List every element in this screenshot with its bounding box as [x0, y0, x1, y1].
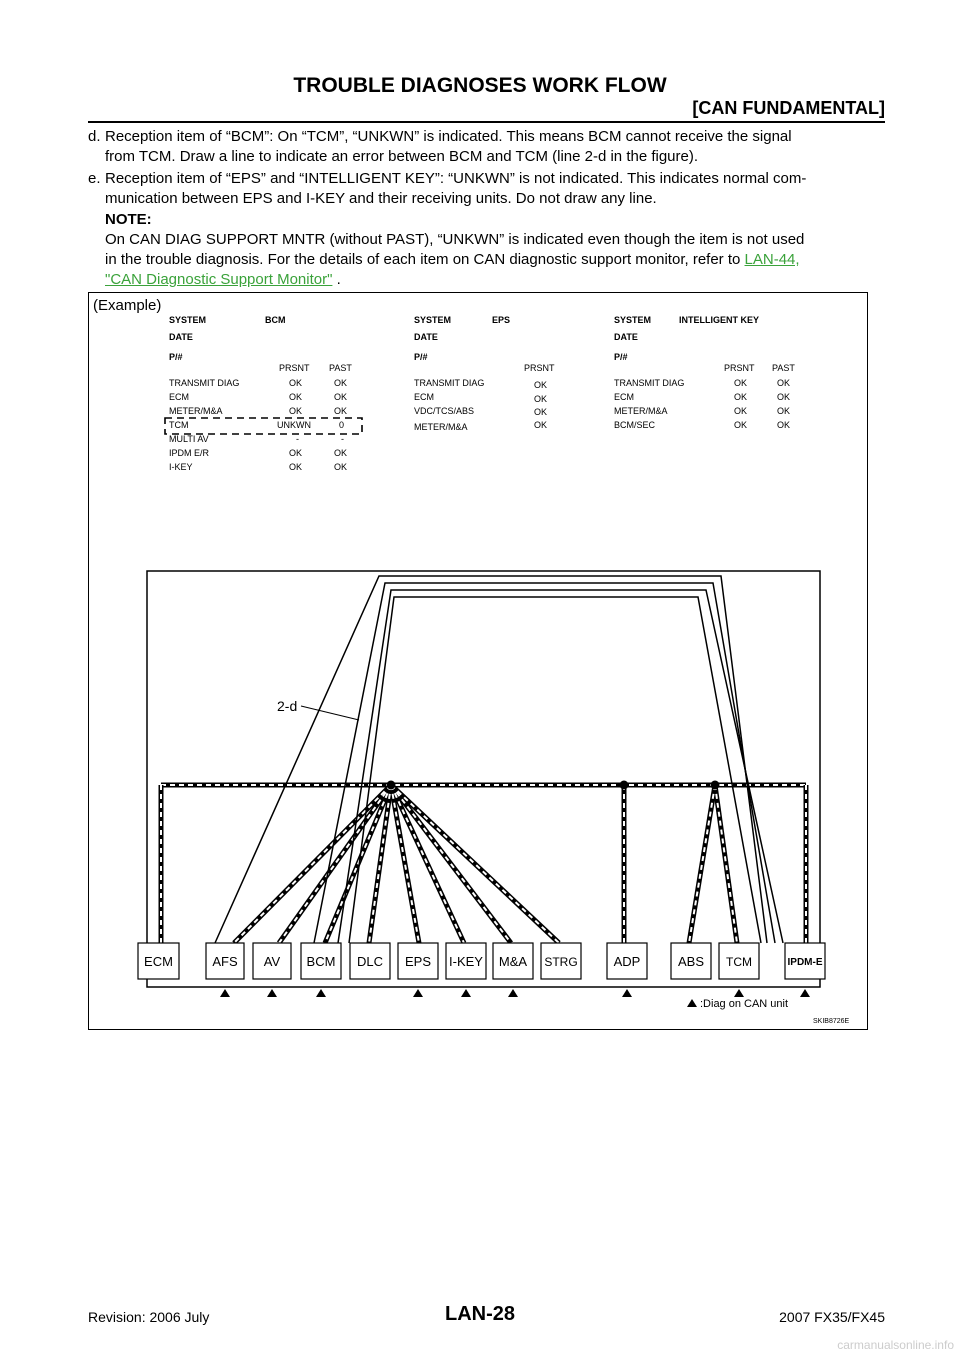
can-junction [620, 781, 628, 789]
row-name: TRANSMIT DIAG [414, 378, 485, 388]
panel-system-value: BCM [265, 315, 286, 325]
row-value: OK [777, 406, 791, 416]
panel-p-label: P/# [614, 352, 628, 362]
panel-col-past: PAST [772, 363, 795, 373]
vehicle-outline [147, 571, 820, 987]
can-fan-abs-tcm-group [689, 785, 737, 943]
row-value: OK [777, 378, 791, 388]
panel-system-value: INTELLIGENT KEY [679, 315, 760, 325]
row-value: - [341, 434, 344, 444]
diag-triangle-icon [800, 989, 810, 997]
row-value: OK [534, 407, 548, 417]
diag-legend-text: :Diag on CAN unit [700, 998, 789, 1010]
paragraph-label: e. [88, 170, 101, 187]
unit-label: IPDM-E [787, 957, 823, 968]
paragraph-line: Reception item of “BCM”: On “TCM”, “UNKWN” is indicated. This means BCM cannot receive the signal [105, 128, 792, 145]
diag-triangle-icon [316, 989, 326, 997]
row-value: OK [289, 392, 303, 402]
row-value: OK [334, 448, 348, 458]
row-value: UNKWN [277, 420, 311, 430]
row-value: OK [334, 462, 348, 472]
row-value: 0 [339, 420, 345, 430]
unit-boxes [138, 943, 825, 979]
diag-triangle-icon [461, 989, 471, 997]
row-value: OK [334, 378, 348, 388]
row-value: OK [334, 392, 348, 402]
panel-system-value: EPS [492, 315, 511, 325]
paragraph-e [88, 169, 888, 209]
row-name: TRANSMIT DIAG [614, 378, 685, 388]
can-diagnostic-support-monitor-link[interactable]: "CAN Diagnostic Support Monitor" [105, 271, 333, 288]
paragraph-label: d. [88, 128, 101, 145]
panel-date-label: DATE [614, 332, 638, 342]
row-name: IPDM E/R [169, 448, 210, 458]
panel-eps [414, 315, 555, 432]
paragraph-line: munication between EPS and I-KEY and their receiving units. Do not draw any line. [105, 190, 657, 207]
unit-label: BCM [306, 954, 336, 969]
panel-intelligent-key [614, 315, 795, 430]
row-name: ECM [414, 392, 434, 402]
line-2d-leader [301, 706, 359, 720]
panel-p-label: P/# [414, 352, 428, 362]
row-name: METER/M&A [614, 406, 668, 416]
row-value: OK [534, 394, 548, 404]
panel-bcm [165, 315, 362, 472]
row-value: OK [734, 378, 748, 388]
diag-triangle-icon [622, 989, 632, 997]
row-name: METER/M&A [169, 406, 223, 416]
unit-label: EPS [404, 954, 432, 969]
panel-col-past: PAST [329, 363, 352, 373]
can-diagnosis-figure [88, 292, 868, 1030]
row-value: OK [534, 420, 548, 430]
unit-label: STRG [544, 955, 578, 969]
panel-rows [169, 378, 347, 472]
diag-triangle-icon [413, 989, 423, 997]
panel-system-label: SYSTEM [169, 315, 207, 325]
note-heading: NOTE: [105, 211, 152, 228]
row-value: OK [534, 380, 548, 390]
note-line: On CAN DIAG SUPPORT MNTR (without PAST), “UNKWN” is indicated even though the item is not used [105, 231, 805, 248]
panel-date-label: DATE [414, 332, 438, 342]
panel-system-label: SYSTEM [614, 315, 652, 325]
row-value: OK [289, 448, 303, 458]
footer-revision: Revision: 2006 July [88, 1309, 210, 1325]
diag-triangle-icon [220, 989, 230, 997]
row-value: OK [734, 406, 748, 416]
watermark: carmanualsonline.info [837, 1338, 954, 1352]
note-block [105, 210, 888, 290]
row-value: OK [734, 420, 748, 430]
can-diagram [89, 293, 869, 1031]
row-value: OK [734, 392, 748, 402]
diag-triangle-icon [734, 989, 744, 997]
row-name: BCM/SEC [614, 420, 656, 430]
footer-model: 2007 FX35/FX45 [779, 1309, 885, 1325]
unit-label: AV [263, 954, 281, 969]
row-name: TRANSMIT DIAG [169, 378, 240, 388]
paragraph-d [88, 127, 888, 167]
note-line: in the trouble diagnosis. For the details of each item on CAN diagnostic support monitor, refer to [105, 251, 741, 268]
row-value: OK [289, 462, 303, 472]
row-name: ECM [614, 392, 634, 402]
paragraph-line: from TCM. Draw a line to indicate an error between BCM and TCM (line 2-d in the figure). [105, 148, 699, 165]
panel-col-prsnt: PRSNT [524, 363, 555, 373]
panel-p-label: P/# [169, 352, 183, 362]
lan-44-link[interactable]: LAN-44, [744, 251, 800, 268]
line-2d-label: 2-d [277, 698, 298, 714]
figure-code: SKIB8726E [813, 1018, 850, 1025]
can-bus-diagram [147, 571, 820, 987]
page-title: TROUBLE DIAGNOSES WORK FLOW [293, 74, 667, 97]
diag-triangle-icon [508, 989, 518, 997]
section-title: [CAN FUNDAMENTAL] [692, 98, 885, 118]
row-name: MULTI AV [169, 434, 209, 444]
footer-page-number: LAN-28 [444, 1303, 515, 1325]
row-name: ECM [169, 392, 189, 402]
can-junction [387, 781, 395, 789]
can-fan-bcm-group [234, 785, 559, 943]
error-highlight-box [165, 418, 362, 434]
diag-legend-triangle-icon [687, 999, 697, 1007]
panel-date-label: DATE [169, 332, 193, 342]
paragraph-line: Reception item of “EPS” and “INTELLIGENT KEY”: “UNKWN” is not indicated. This indicates normal com- [105, 170, 807, 187]
unit-label: ABS [677, 954, 705, 969]
panel-col-prsnt: PRSNT [279, 363, 310, 373]
row-value: - [296, 434, 299, 444]
row-value: OK [334, 406, 348, 416]
unit-label: AFS [212, 954, 238, 969]
unit-label: I-KEY [449, 954, 483, 969]
unit-label: M&A [498, 954, 528, 969]
unit-label: TCM [726, 955, 752, 969]
row-name: I-KEY [169, 462, 193, 472]
row-name: TCM [169, 420, 189, 430]
header-rule [88, 121, 885, 123]
row-value: OK [289, 406, 303, 416]
unit-label: ADP [613, 954, 641, 969]
can-junction [711, 781, 719, 789]
unit-label: ECM [144, 954, 173, 969]
example-label: (Example) [93, 297, 162, 314]
row-value: OK [777, 420, 791, 430]
panel-col-prsnt: PRSNT [724, 363, 755, 373]
note-tail: . [336, 271, 341, 288]
row-value: OK [777, 392, 791, 402]
diag-triangle-icon [267, 989, 277, 997]
row-name: METER/M&A [414, 422, 468, 432]
panel-system-label: SYSTEM [414, 315, 452, 325]
unit-label: DLC [356, 954, 384, 969]
row-value: OK [289, 378, 303, 388]
row-name: VDC/TCS/ABS [414, 406, 475, 416]
